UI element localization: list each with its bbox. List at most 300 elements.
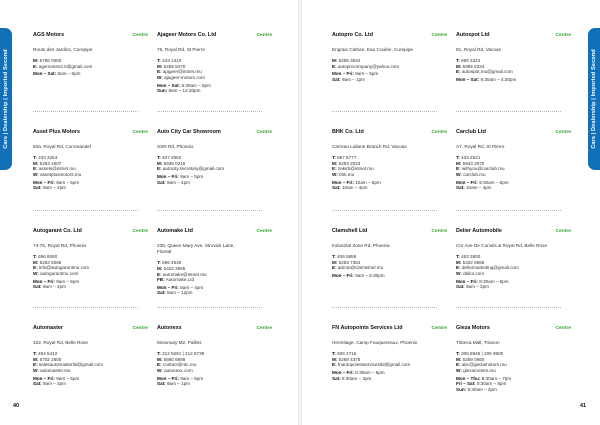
contact-key: E: xyxy=(456,166,461,172)
hours-line xyxy=(33,381,148,387)
hours-key: Sat: xyxy=(157,179,166,185)
contact-value: 233 3254 xyxy=(38,155,58,161)
page-number-left: 40 xyxy=(13,403,20,409)
hours-value: 8:30am – 5pm xyxy=(355,369,385,375)
hours-block xyxy=(456,77,571,83)
category-tag: Centre xyxy=(431,33,447,38)
contact-key: T: xyxy=(33,155,37,161)
contact-line xyxy=(33,368,148,374)
hours-line xyxy=(33,185,148,191)
hours-key: Mon – Fri: xyxy=(33,179,55,185)
contact-value: 5422 6966 xyxy=(462,259,485,265)
hours-value: 8:30am – 8pm xyxy=(476,381,507,387)
contact-key: T: xyxy=(456,254,460,260)
card-separator xyxy=(332,307,437,308)
contact-key: E: xyxy=(33,166,38,172)
contact-key: E: xyxy=(157,362,162,368)
card-separator xyxy=(157,111,262,112)
contact-key: T: xyxy=(456,351,460,357)
hours-key: Mon – Fri: xyxy=(456,179,478,185)
listing-card xyxy=(157,129,272,185)
hours-key: Mon – Fri: xyxy=(332,369,354,375)
contact-block xyxy=(33,254,148,276)
contact-key: T: xyxy=(157,58,161,64)
hours-value: 9am – 1pm xyxy=(166,381,190,387)
contact-block xyxy=(332,58,447,69)
contact-key: W: xyxy=(456,270,462,276)
contact-key: T: xyxy=(332,254,336,260)
hours-value: 10am – 4pm xyxy=(341,185,368,191)
address-line: 60a, Royal Rd, Coromandel xyxy=(33,144,91,149)
contact-value: 696 4636 xyxy=(162,260,182,266)
contact-key: W: xyxy=(33,270,39,276)
hours-block xyxy=(33,180,148,191)
contact-line xyxy=(456,172,571,178)
card-header xyxy=(33,32,148,38)
category-tag: Centre xyxy=(132,33,148,38)
hours-line xyxy=(157,88,272,94)
book-gutter xyxy=(298,0,302,425)
contact-key: M: xyxy=(332,160,338,166)
contact-line xyxy=(332,362,447,368)
contact-line xyxy=(456,368,571,374)
contact-block xyxy=(157,58,272,80)
hours-value: 8am – 5pm xyxy=(57,71,81,77)
contact-line xyxy=(456,69,571,75)
hours-key: Mon – Sat: xyxy=(33,71,57,77)
contact-key: E: xyxy=(332,362,337,368)
contact-value: 5259 0660 xyxy=(462,356,485,362)
contact-key: W: xyxy=(332,171,338,177)
hours-value: 9am – 5pm xyxy=(355,71,379,77)
dealer-name: Automaster xyxy=(33,325,63,331)
contact-block xyxy=(157,351,272,373)
dealer-address xyxy=(157,47,272,53)
hours-key: Sun: xyxy=(456,386,467,392)
hours-line xyxy=(332,376,447,382)
card-separator xyxy=(33,307,138,308)
card-header xyxy=(332,325,447,331)
contact-line xyxy=(157,166,272,172)
contact-key: W: xyxy=(456,367,462,373)
contact-block xyxy=(33,351,148,373)
contact-key: M: xyxy=(332,356,338,362)
contact-value: deliormarketing@gmail.com xyxy=(461,265,519,271)
contact-key: M: xyxy=(157,63,163,69)
contact-value: ajageer-motors.com xyxy=(164,74,205,80)
contact-value: ajageer@intnet.mu xyxy=(162,69,202,75)
contact-value: automaster.mu xyxy=(40,367,71,373)
hours-value: 8am – 12pm xyxy=(166,290,193,296)
contact-value: 686 3324 xyxy=(461,58,481,64)
hours-key: Mon – Fri: xyxy=(33,375,55,381)
contact-key: T: xyxy=(33,351,37,357)
listing-card xyxy=(157,228,272,296)
listing-card xyxy=(157,32,272,94)
hours-key: Sat: xyxy=(33,284,42,290)
contact-value: delior.com xyxy=(463,270,485,276)
card-header xyxy=(33,228,148,234)
contact-value: 212 9291 | 212 6739 xyxy=(162,351,205,357)
contact-key: M: xyxy=(33,356,39,362)
category-tag: Centre xyxy=(431,326,447,331)
contact-line xyxy=(157,277,272,283)
contact-key: T: xyxy=(332,155,336,161)
contact-line xyxy=(33,271,148,277)
address-line: 238, Queen Mary Ave, Struvick Lane, xyxy=(157,243,235,248)
hours-block xyxy=(33,279,148,290)
contact-value: withyou@carclub.mu xyxy=(461,166,505,172)
contact-value: 5253 7354 xyxy=(338,259,361,265)
contact-key: W: xyxy=(456,171,462,177)
hours-block xyxy=(456,279,571,290)
contact-value: admin@clamsshel.mu xyxy=(337,265,384,271)
contact-key: E: xyxy=(157,69,162,75)
hours-key: Mon – Fri: xyxy=(157,375,179,381)
page-number-right: 41 xyxy=(580,403,587,409)
dealer-address xyxy=(332,243,447,249)
contact-value: Automake.Ltd xyxy=(165,277,195,283)
hours-key: Mon – Sat: xyxy=(456,76,480,82)
hours-key: Fri – Sat: xyxy=(456,381,476,387)
listing-card xyxy=(332,32,447,83)
contact-block xyxy=(456,254,571,276)
dealer-name: Clamshell Ltd xyxy=(332,228,368,234)
hours-value: 8am – 4pm xyxy=(180,284,204,290)
contact-value: autocity.secretary@gmail.com xyxy=(162,166,225,172)
listing-card xyxy=(456,325,571,392)
card-header xyxy=(157,32,272,38)
contact-value: 5253 5056 xyxy=(39,259,62,265)
dealer-address xyxy=(456,340,571,346)
contact-key: E: xyxy=(332,265,337,271)
contact-key: M: xyxy=(456,259,462,265)
contact-key: M: xyxy=(456,63,462,69)
category-tag: Centre xyxy=(431,130,447,135)
contact-value: 696 6060 xyxy=(38,254,58,260)
hours-key: Sat: xyxy=(332,375,341,381)
listing-card xyxy=(332,129,447,191)
contact-value: 433 1310 xyxy=(162,58,182,64)
contact-key: T: xyxy=(157,351,161,357)
address-line: SSR Rd, Phoenix xyxy=(157,144,194,149)
dealer-name: Autospot Ltd xyxy=(456,32,490,38)
hours-value: 8:30am – 3pm xyxy=(341,375,372,381)
hours-value: 9am – 1pm xyxy=(341,76,365,82)
card-separator xyxy=(157,307,262,308)
address-line: 74-76, Royal Rd, Phoenix xyxy=(33,243,87,248)
section-tab-label: Cars | Dealership | Imported Second xyxy=(591,49,598,149)
dealer-address xyxy=(157,144,272,150)
hours-value: 9:30am – 3pm xyxy=(467,386,497,392)
hours-line xyxy=(157,290,272,296)
contact-value: salesautomasterltd@gmail.com xyxy=(38,362,104,368)
card-header xyxy=(332,228,447,234)
listing-card xyxy=(33,32,148,77)
dealer-address xyxy=(33,340,148,346)
contact-value: 5943 2670 xyxy=(462,160,485,166)
hours-block xyxy=(157,174,272,185)
contact-value: assetplusmotors.mu xyxy=(40,171,82,177)
contact-block xyxy=(332,254,447,271)
card-separator xyxy=(33,111,138,112)
hours-value: 9am – 3pm xyxy=(42,381,66,387)
section-tab-left xyxy=(0,28,12,170)
listing-card xyxy=(33,325,148,387)
hours-line xyxy=(332,273,447,279)
contact-key: M: xyxy=(456,160,462,166)
hours-line xyxy=(456,185,571,191)
hours-key: Sat: xyxy=(332,76,341,82)
contact-key: E: xyxy=(33,63,38,69)
contact-key: E: xyxy=(157,271,162,277)
listing-card xyxy=(33,129,148,191)
contact-value: fnautopointsservicesltd@gmail.com xyxy=(337,362,411,368)
card-separator xyxy=(332,210,437,211)
hours-line xyxy=(456,77,571,83)
category-tag: Centre xyxy=(132,130,148,135)
contact-key: M: xyxy=(33,259,39,265)
card-separator xyxy=(33,210,138,211)
hours-key: Sat: xyxy=(157,381,166,387)
category-tag: Centre xyxy=(132,326,148,331)
hours-block xyxy=(157,285,272,296)
hours-key: Sat: xyxy=(456,284,465,290)
hours-block xyxy=(456,180,571,191)
contact-block xyxy=(456,155,571,177)
hours-line xyxy=(332,185,447,191)
hours-key: Mon – Fri: xyxy=(157,284,179,290)
address-line: 81, Royal Rd, Vacoas xyxy=(456,47,501,52)
card-separator xyxy=(456,210,561,211)
contact-value: 5702 2600 xyxy=(39,356,62,362)
category-tag: Centre xyxy=(256,229,272,234)
contact-value: abc@giezamotors.mu xyxy=(461,362,507,368)
dealer-name: FN Autopoints Services Ltd xyxy=(332,325,403,331)
contact-line xyxy=(332,265,447,271)
hours-value: 9am – 4pm xyxy=(42,284,66,290)
card-header xyxy=(332,32,447,38)
dealer-name: Autogarant Co. Ltd xyxy=(33,228,82,234)
contact-value: giezamotors.mu xyxy=(463,367,496,373)
contact-key: M: xyxy=(157,356,163,362)
hours-key: Mon – Fri: xyxy=(33,278,55,284)
hours-line xyxy=(157,180,272,186)
contact-key: T: xyxy=(33,254,37,260)
hours-value: 9am – 3pm xyxy=(465,284,489,290)
hours-key: Sat: xyxy=(332,185,341,191)
card-separator xyxy=(157,210,262,211)
card-header xyxy=(456,228,571,234)
category-tag: Centre xyxy=(256,130,272,135)
hours-value: 10am – 4pm xyxy=(465,185,492,191)
hours-value: 9:30am – 4:30pm xyxy=(480,76,517,82)
contact-key: W: xyxy=(33,367,39,373)
hours-key: Mon – Fri: xyxy=(332,179,354,185)
hours-key: Mon – Sat: xyxy=(157,82,181,88)
listing-card xyxy=(33,228,148,290)
contact-value: 5936 0216 xyxy=(163,160,186,166)
hours-block xyxy=(332,370,447,381)
category-tag: Centre xyxy=(431,229,447,234)
category-tag: Centre xyxy=(132,229,148,234)
address-line: Route des Jardins, Curepipe xyxy=(33,47,93,52)
contact-block xyxy=(33,155,148,177)
contact-key: E: xyxy=(332,166,337,172)
dealer-address xyxy=(33,243,148,249)
dealer-address xyxy=(157,340,272,346)
card-separator xyxy=(456,111,561,112)
hours-value: 9am – 4pm xyxy=(166,179,190,185)
contact-value: 697 6777 xyxy=(337,155,357,161)
contact-line xyxy=(157,75,272,81)
card-separator xyxy=(456,307,561,308)
hours-value: 9am – 5pm xyxy=(56,278,80,284)
contact-value: 5259 4375 xyxy=(338,356,361,362)
contact-value: 206 8945 | 206 9900 xyxy=(461,351,504,357)
contact-value: carclub.mu xyxy=(463,171,486,177)
section-tab-right xyxy=(588,28,600,170)
hours-value: 9am – 5pm xyxy=(56,375,80,381)
card-header xyxy=(33,325,148,331)
card-header xyxy=(157,129,272,135)
contact-line xyxy=(456,271,571,277)
section-tab-label: Cars | Dealership | Imported Second xyxy=(3,49,10,149)
listing-card xyxy=(332,325,447,381)
hours-block xyxy=(332,273,447,279)
contact-value: 463 3500 xyxy=(461,254,481,260)
card-header xyxy=(456,325,571,331)
contact-value: bhk.mu xyxy=(339,171,355,177)
hours-line xyxy=(33,71,148,77)
hours-value: 9:30am – 5pm xyxy=(479,179,509,185)
dealer-name: Carclub Ltd xyxy=(456,129,486,135)
address-line: Industrial Zone Rd, Phoenix xyxy=(332,243,390,248)
contact-key: E: xyxy=(456,362,461,368)
hours-block xyxy=(33,376,148,387)
category-tag: Centre xyxy=(256,33,272,38)
contact-value: 5253 1607 xyxy=(39,160,62,166)
address-line: Hermitage, Camp Fouquereaux, Phoenix xyxy=(332,340,418,345)
contact-block xyxy=(456,351,571,373)
contact-value: 427 2662 xyxy=(162,155,182,161)
hours-key: Mon – Fri: xyxy=(456,278,478,284)
hours-block xyxy=(332,180,447,191)
hours-line xyxy=(332,77,447,83)
contact-key: T: xyxy=(456,155,460,161)
contact-value: autoprocompany@yahoo.com xyxy=(337,63,400,69)
dealer-name: Autopro Co. Ltd xyxy=(332,32,374,38)
contact-value: automake@intnet.mu xyxy=(162,271,207,277)
contact-key: W: xyxy=(157,367,163,373)
dealer-name: Gieza Motors xyxy=(456,325,490,331)
dealer-name: AGS Motors xyxy=(33,32,65,38)
contact-value: contact@rdc.mu xyxy=(162,362,197,368)
contact-value: 5995 5334 xyxy=(462,63,485,69)
hours-key: Mon – Fri: xyxy=(157,173,179,179)
hours-line xyxy=(157,381,272,387)
contact-key: E: xyxy=(456,265,461,271)
contact-line xyxy=(332,64,447,70)
address-line: Floreal xyxy=(157,249,172,255)
card-header xyxy=(33,129,148,135)
address-line: Cnr Ave De Coriolis & Royal Rd, Belle Rose xyxy=(456,243,548,248)
hours-key: Sat: xyxy=(33,185,42,191)
contact-value: autogarantmu.com xyxy=(40,270,79,276)
address-line: Tribeca Mall, Trianon xyxy=(456,340,500,345)
contact-key: E: xyxy=(33,362,38,368)
hours-block xyxy=(157,83,272,94)
dealer-name: Autonexx xyxy=(157,325,182,331)
category-tag: Centre xyxy=(555,326,571,331)
dealer-name: BHK Co. Ltd xyxy=(332,129,364,135)
contact-value: 5786 0000 xyxy=(39,58,62,64)
hours-value: 9am – 5pm xyxy=(180,173,204,179)
contact-key: W: xyxy=(33,171,39,177)
hours-key: Mon – Thu: xyxy=(456,375,481,381)
listing-card xyxy=(456,32,571,83)
category-tag: Centre xyxy=(555,33,571,38)
contact-value: 406 5858 xyxy=(337,254,357,260)
address-line: Carreau Laliane Branch Rd, Vacoas xyxy=(332,144,407,149)
contact-key: E: xyxy=(332,63,337,69)
hours-key: Sat: xyxy=(33,381,42,387)
contact-block xyxy=(332,155,447,177)
hours-value: 8:30am – 5pm xyxy=(479,278,509,284)
contact-value: 5255 3542 xyxy=(338,58,361,64)
hours-value: 9am – 5:30pm xyxy=(355,272,385,278)
dealer-address xyxy=(456,144,571,150)
dealer-address xyxy=(332,47,447,53)
hours-line xyxy=(33,284,148,290)
contact-value: zakirb@intnet.mu xyxy=(337,166,374,172)
contact-value: 433 2521 xyxy=(461,155,481,161)
contact-block xyxy=(157,260,272,282)
hours-block xyxy=(456,376,571,393)
listing-card xyxy=(456,129,571,191)
address-line: Engrais Cathan, Eau Coulée, Curepipe xyxy=(332,47,414,52)
contact-block xyxy=(157,155,272,172)
hours-block xyxy=(157,376,272,387)
contact-key: M: xyxy=(33,58,39,64)
address-line: 76, Royal Rd, St Pierre xyxy=(157,47,205,52)
address-line: Motorway M2, Pailles xyxy=(157,340,202,345)
contact-key: E: xyxy=(157,166,162,172)
category-tag: Centre xyxy=(555,229,571,234)
contact-key: M: xyxy=(332,58,338,64)
hours-line xyxy=(456,284,571,290)
contact-key: E: xyxy=(456,69,461,75)
address-line: A7, Royal Rd, St Pierre xyxy=(456,144,505,149)
contact-key: E: xyxy=(33,265,38,271)
hours-value: 8:30am – 5pm xyxy=(181,82,211,88)
contact-key: T: xyxy=(456,58,460,64)
contact-line xyxy=(33,64,148,70)
contact-value: assets@intnet.mu xyxy=(38,166,76,172)
dealer-address xyxy=(157,243,272,255)
hours-line xyxy=(456,387,571,393)
contact-value: agsmotors2.0@gmail.com xyxy=(38,63,93,69)
contact-line xyxy=(332,172,447,178)
card-header xyxy=(157,228,272,234)
card-header xyxy=(332,129,447,135)
hours-block xyxy=(33,71,148,77)
contact-value: 606 2715 xyxy=(337,351,357,357)
hours-block xyxy=(332,71,447,82)
contact-key: FB: xyxy=(157,277,165,283)
card-header xyxy=(157,325,272,331)
contact-value: 5422 3555 xyxy=(163,266,186,271)
